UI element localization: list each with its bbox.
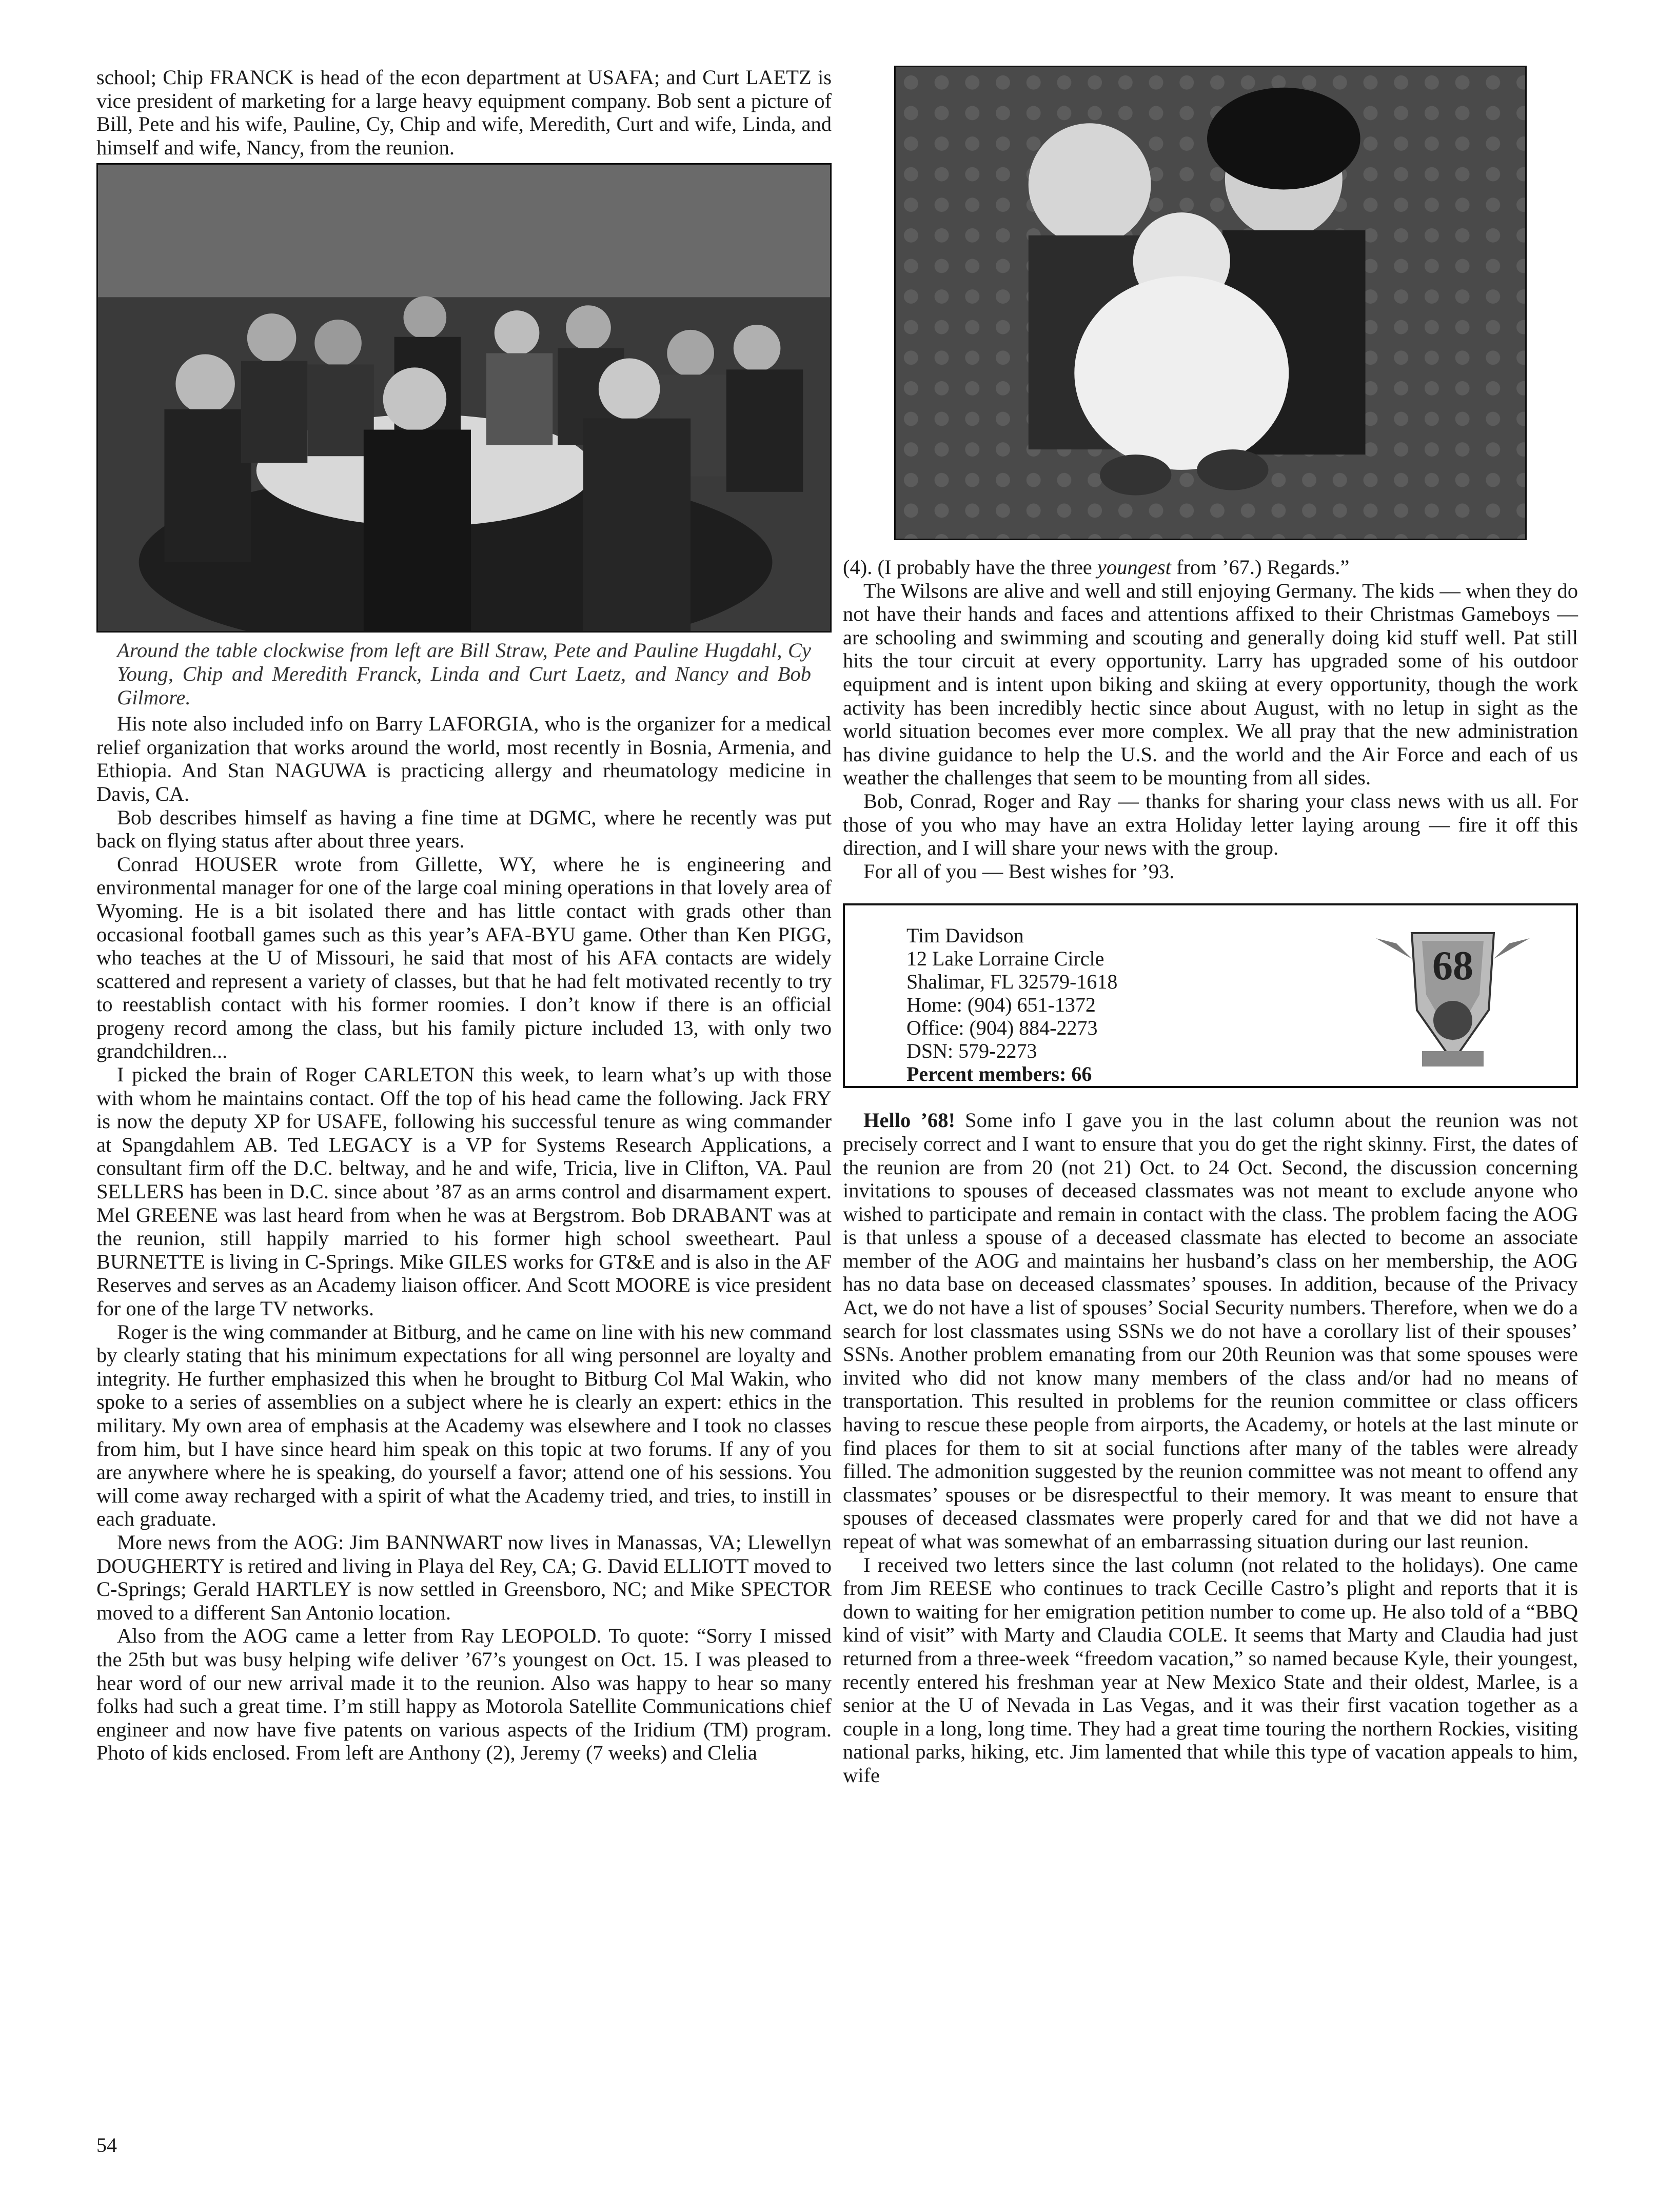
reunion-photo-illustration — [98, 165, 830, 631]
paragraph: More news from the AOG: Jim BANNWART now lives in Manassas, VA; Llewellyn DOUGHERTY is retired and living in Playa del Rey, CA; G. David ELLIOTT moved to C-Springs; Gerald HARTLEY is now settled in Greensboro, NC; and Mike SPECTOR moved to a different San Antonio location. — [96, 1530, 832, 1624]
paragraph: Conrad HOUSER wrote from Gillette, WY, where he is engineering and environmental manager for one of the large coal mining operations in that lovely area of Wyoming. He is a bit isolated there and has little contact with grads other than occasional football games such as this year’s AFA-BYU game. Other than Ken PIGG, who teaches at the U of Missouri, he said that most of his AFA contacts are widely scattered and represent a variety of classes, but that he had felt motivated recently to try to reestablish contact with his former roomies. I don’t know if there is an official progeny record among the class, but his family picture included 13, with only two grandchildren... — [96, 852, 832, 1063]
kids-photo-illustration — [896, 67, 1525, 539]
contact-office-phone: Office: (904) 884-2273 — [906, 1016, 1098, 1040]
page-number: 54 — [96, 2134, 117, 2157]
left-column — [96, 66, 832, 1765]
percent-members: Percent members: 66 — [906, 1062, 1092, 1086]
contact-city: Shalimar, FL 32579-1618 — [906, 970, 1118, 994]
paragraph: For all of you — Best wishes for ’93. — [863, 859, 1175, 883]
svg-text:68: 68 — [1432, 943, 1473, 989]
paragraph: school; Chip FRANCK is head of the econ department at USAFA; and Curt LAETZ is vice president of marketing for a large heavy equipment company. Bob sent a picture of Bill, Pete and his wife, Pauline, Cy, Chip and wife, Meredith, Curt and wife, Linda, and himself and wife, Nancy, from the reunion. — [96, 66, 832, 159]
paragraph: The Wilsons are alive and well and still enjoying Germany. The kids — when they do not have their hands and faces and attentions affixed to their Christmas Gameboys — are schooling and swimming and scouting and generally doing kid stuff well. Pat still hits the tour circuit at every opportunity. Larry has upgraded some of his outdoor equipment and is intent upon biking and skiing at every opportunity, though the work activity has been incredibly hectic since about August, with no letup in sight as the world situation becomes ever more complex. We all pray that the new administration has divine guidance to help the U.S. and the world and the Air Force and each of us weather the challenges that seem to be mounting from all sides. — [843, 579, 1578, 789]
right-column — [843, 66, 1578, 1787]
paragraph: Roger is the wing commander at Bitburg, and he came on line with his new command by clearly stating that his minimum expectations for all wing personnel are loyalty and integrity. He further emphasized this when he brought to Bitburg Col Mal Wakin, who spoke to a series of assemblies on a subject where he is clearly an expert: ethics in the military. My own area of emphasis at the Academy was elsewhere and I took no classes from him, but I have since heard him speak on this topic at two forums. If any of you are anywhere where he is speaking, do yourself a favor; attend one of his sessions. You will come away recharged with a spirit of what the Academy tried, and tries, to instill in each graduate. — [96, 1320, 832, 1531]
class-contact-box — [843, 903, 1578, 1088]
photo-caption: Around the table clockwise from left are Bill Straw, Pete and Pauline Hugdahl, Cy Young, Chip and Meredith Franck, Linda and Curt Laetz, and Nancy and Bob Gilmore. — [117, 639, 811, 709]
paragraph: Also from the AOG came a letter from Ray LEOPOLD. To quote: “Sorry I missed the 25th but was busy helping wife deliver ’67’s youngest on Oct. 15. I was pleased to hear word of our new arrival made it to the reunion. Also was happy to hear so many folks had such a great time. I’m still happy as Motorola Satellite Communications chief engineer and now have five patents on various aspects of the Iridium (TM) program. Photo of kids enclosed. From left are Anthony (2), Jeremy (7 weeks) and Clelia — [96, 1624, 832, 1765]
contact-name: Tim Davidson — [906, 924, 1024, 947]
contact-street: 12 Lake Lorraine Circle — [906, 947, 1104, 971]
paragraph: His note also included info on Barry LAFORGIA, who is the organizer for a medical relief organization that works around the world, most recently in Bosnia, Armenia, and Ethiopia. And Stan NAGUWA is practicing allergy and rheumatology medicine in Davis, CA. — [96, 712, 832, 805]
paragraph: I picked the brain of Roger CARLETON this week, to learn what’s up with those with whom he maintains contact. Off the top of his head came the following. Jack FRY is now the deputy XP for USAFE, following his successful tenure as wing commander at Spangdahlem AB. Ted LEGACY is a VP for Systems Research Applications, a consultant firm off the D.C. beltway, and he and wife, Tricia, live in Clifton, VA. Paul SELLERS has been in D.C. since about ’87 as an arms control and disarmament expert. Mel GREENE was last heard from when he was at Bergstrom. Bob DRABANT was at the reunion, still happily married to his former high school sweetheart. Paul BURNETTE is living in C-Springs. Mike GILES works for GT&E and is also in the AF Reserves and serves as an Academy liaison officer. And Scott MOORE is vice president for one of the large TV networks. — [96, 1063, 832, 1320]
reunion-group-photo — [96, 163, 832, 633]
paragraph: I received two letters since the last column (not related to the holidays). One came from Jim REESE who continues to track Cecille Castro’s plight and reports that it is down to waiting for her emigration petition number to come up. He also told of a “BBQ kind of visit” with Marty and Claudia COLE. It seems that Marty and Claudia had just returned from a three-week “freedom vacation,” so named because Kyle, their youngest, recently entered his freshman year at New Mexico State and their oldest, Marlee, is a senior at the U of Nevada in Las Vegas, and it was their first vacation together as a couple in a long, long time. They had a great time touring the northern Rockies, visiting national parks, hiking, etc. Jim lamented that while this type of vacation appeals to him, wife — [843, 1553, 1578, 1787]
contact-dsn: DSN: 579-2273 — [906, 1039, 1037, 1063]
class-crest-icon — [1366, 923, 1540, 1077]
contact-home-phone: Home: (904) 651-1372 — [906, 993, 1096, 1017]
paragraph: Bob describes himself as having a fine time at DGMC, where he recently was put back on flying status after about three years. — [96, 805, 832, 853]
paragraph: Bob, Conrad, Roger and Ray — thanks for sharing your class news with us all. For those of you who may have an extra Holiday letter laying aroung — fire it off this direction, and I will share your news with the group. — [843, 789, 1578, 860]
kids-photo — [894, 66, 1527, 540]
paragraph: (4). (I probably have the three youngest from ’67.) Regards.” — [843, 556, 1350, 579]
paragraph: Hello ’68! Some info I gave you in the last column about the reunion was not precisely correct and I want to ensure that you do get the right skinny. First, the dates of the reunion are from 20 (not 21) Oct. to 24 Oct. Second, the discussion concerning invitations to spouses of deceased classmates was not meant to exclude anyone who wished to participate and remain in contact with the class. The problem facing the AOG is that unless a spouse of a deceased classmate has elected to become an associate member of the AOG and maintains her husband’s class on her membership, the AOG has no data base on deceased classmates’ spouses. In addition, because of the Privacy Act, we do not have a list of spouses’ Social Security numbers. Therefore, when we do a search for lost classmates using SSNs we do not have a corollary list of their spouses’ SSNs. Another problem emanating from our 20th Reunion was that some spouses were invited who did not know many members of the class and/or had no means of transportation. This resulted in problems for the reunion committee or class officers having to rescue these people from airports, the Academy, or hotels at the last minute or find places for them to sit at social functions after many of the tables were already filled. The admonition suggested by the reunion committee was not meant to offend any classmates’ spouses or be disrespectful to their memory. It was meant to ensure that spouses of deceased classmates were properly cared for and that we did not have a repeat of what was somewhat of an embarrassing situation during our last reunion. — [843, 1109, 1578, 1553]
